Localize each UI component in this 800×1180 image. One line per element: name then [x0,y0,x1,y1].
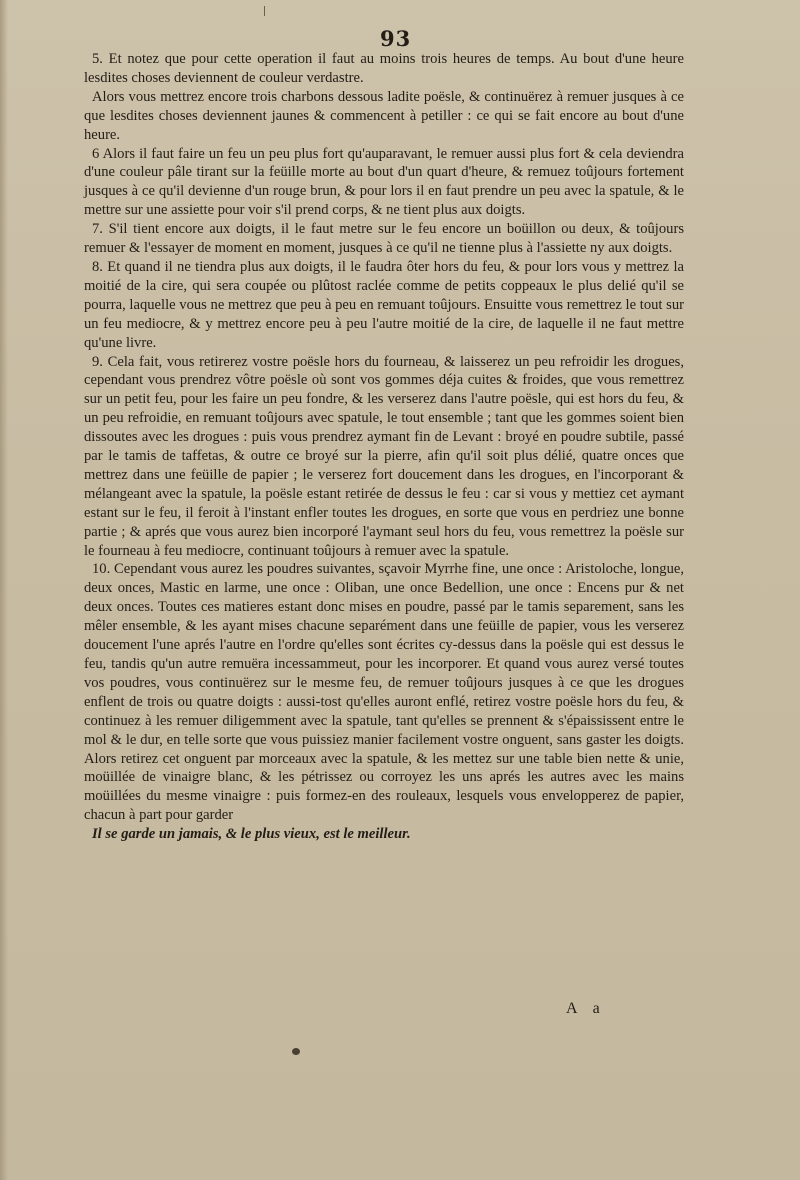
paragraph-step-7: 7. S'il tient encore aux doigts, il le faut metre sur le feu encore un boüillon ou deux, & toûjours remuer & l'essayer de moment en moment, jusques à ce qu'il ne tienne plus à l'assiette ny aux doigts. [84,221,684,257]
margin-mark [264,6,265,16]
body-text [84,50,684,844]
paragraph-step-5-continued: Alors vous mettrez encore trois charbons dessous ladite poësle, & continuërez à remuer jusques à ce que lesdites choses deviennent jaunes & commencent à petiller : ce qui se fait encore au bout d'une heure. [84,88,684,143]
ink-spot [292,1048,300,1055]
page-number: 93 [380,26,412,51]
paragraph-step-8: 8. Et quand il ne tiendra plus aux doigts, il le faudra ôter hors du feu, & pour lors vous y mettrez la moitié de la cire, qui sera coupée ou plûtost raclée comme de petits coppeaux le plus delié qu'il se pourra, laquelle vous ne mettrez que peu à peu en remuant toûjours. Ensuitte vous remettrez le tout sur un feu mediocre, & y mettrez encore peu à peu l'autre moitié de la cire, de laquelle il ne faut mettre qu'une livre. [84,258,684,351]
paragraph-step-10: 10. Cependant vous aurez les poudres suivantes, sçavoir Myrrhe fine, une once : Aristoloche, longue, deux onces, Mastic en larme, une once : Oliban, une once Bedellion, une once : Encens pur & net deux onces. Toutes ces matieres estant donc mises en poudre, passé par le tamis separement, sans les mêler ensemble, & les ayant mises chacune separément dans une feüille de papier, vous les verserez doucement l'une aprés l'autre en l'ordre qu'elles sont écrites cy-dessus dans la poësle qui est dessus le feu, tandis qu'un autre remuëra incessammeut, pour les incorporer. Et quand vous aurez versé toutes vos poudres, vous continuërez sur le mesme feu, de remuer toûjours jusques à ce que les drogues enflent de trois ou quatre doigts : aussi-tost qu'elles auront enflé, retirez vostre poësle hors du feu, & continuez à les remuer diligemment avec la spatule, tant qu'elles se prennent & s'épaississent entre le mol & le dur, en telle sorte que vous puissiez manier facilement vostre onguent, sans gaster les doigts. Alors retirez cet onguent par morceaux avec la spatule, & les mettez sur une table bien nette & unie, moüillée de vinaigre blanc, & les pétrissez ou corroyez les uns aprés les autres avec les mains moüillées du mesme vinaigre : puis formez-en des rouleaux, lesquels vous envelopperez de papier, chacun à part pour garder [84,561,684,824]
paragraph-step-5: 5. Et notez que pour cette operation il faut au moins trois heures de temps. Au bout d'une heure lesdites choses deviennent de couleur verdastre. [84,51,684,86]
paragraph-step-9: 9. Cela fait, vous retirerez vostre poësle hors du fourneau, & laisserez un peu refroidir les drogues, cependant vous prendrez vôtre poësle où sont vos gommes déja cuites & froides, que vous remettrez sur un petit feu, pour les faire un peu fondre, & les verserez dans l'autre poësle, qui est hors du feu, & un peu refroidie, en remuant toûjours avec spatule, le tout ensemble ; tant que les gommes soient bien dissoutes avec les drogues : puis vous prendrez aymant fin de Levant : broyé en poudre subtile, passé par le tamis de taffetas, & outre ce broyé sur la pierre, afin qu'il soit plus délié, quatre onces que mettrez dans une feüille de papier ; le verserez fort doucement dans les drogues, en l'incorporant & mélangeant avec la spatule, la poësle estant retirée de dessus le feu : car si vous y mettiez cet aymant estant sur le feu, il feroit à l'instant enfler toutes les drogues, en sorte que vous en perdriez une bonne partie ; & aprés que vous aurez bien incorporé l'aymant seul hors du feu, vous remettrez la poësle sur le fourneau à feu mediocre, continuant toûjours à remuer avec la spatule. [84,353,684,559]
paragraph-step-6: 6 Alors il faut faire un feu un peu plus fort qu'auparavant, le remuer aussi plus fort & cela deviendra d'une couleur pâle tirant sur la feüille morte au bout d'un quart d'heure, & remuez toûjours fortement jusques à ce qu'il devienne d'un rouge brun, & pour lors il en faut prendre un peu avec la spatule, & le mettre sur une assiette pour voir s'il prend corps, & ne tient plus aux doigts. [84,145,684,219]
closing-line: Il se garde un jamais, & le plus vieux, est le meilleur. [92,826,411,843]
signature-mark: A a [566,1000,606,1017]
